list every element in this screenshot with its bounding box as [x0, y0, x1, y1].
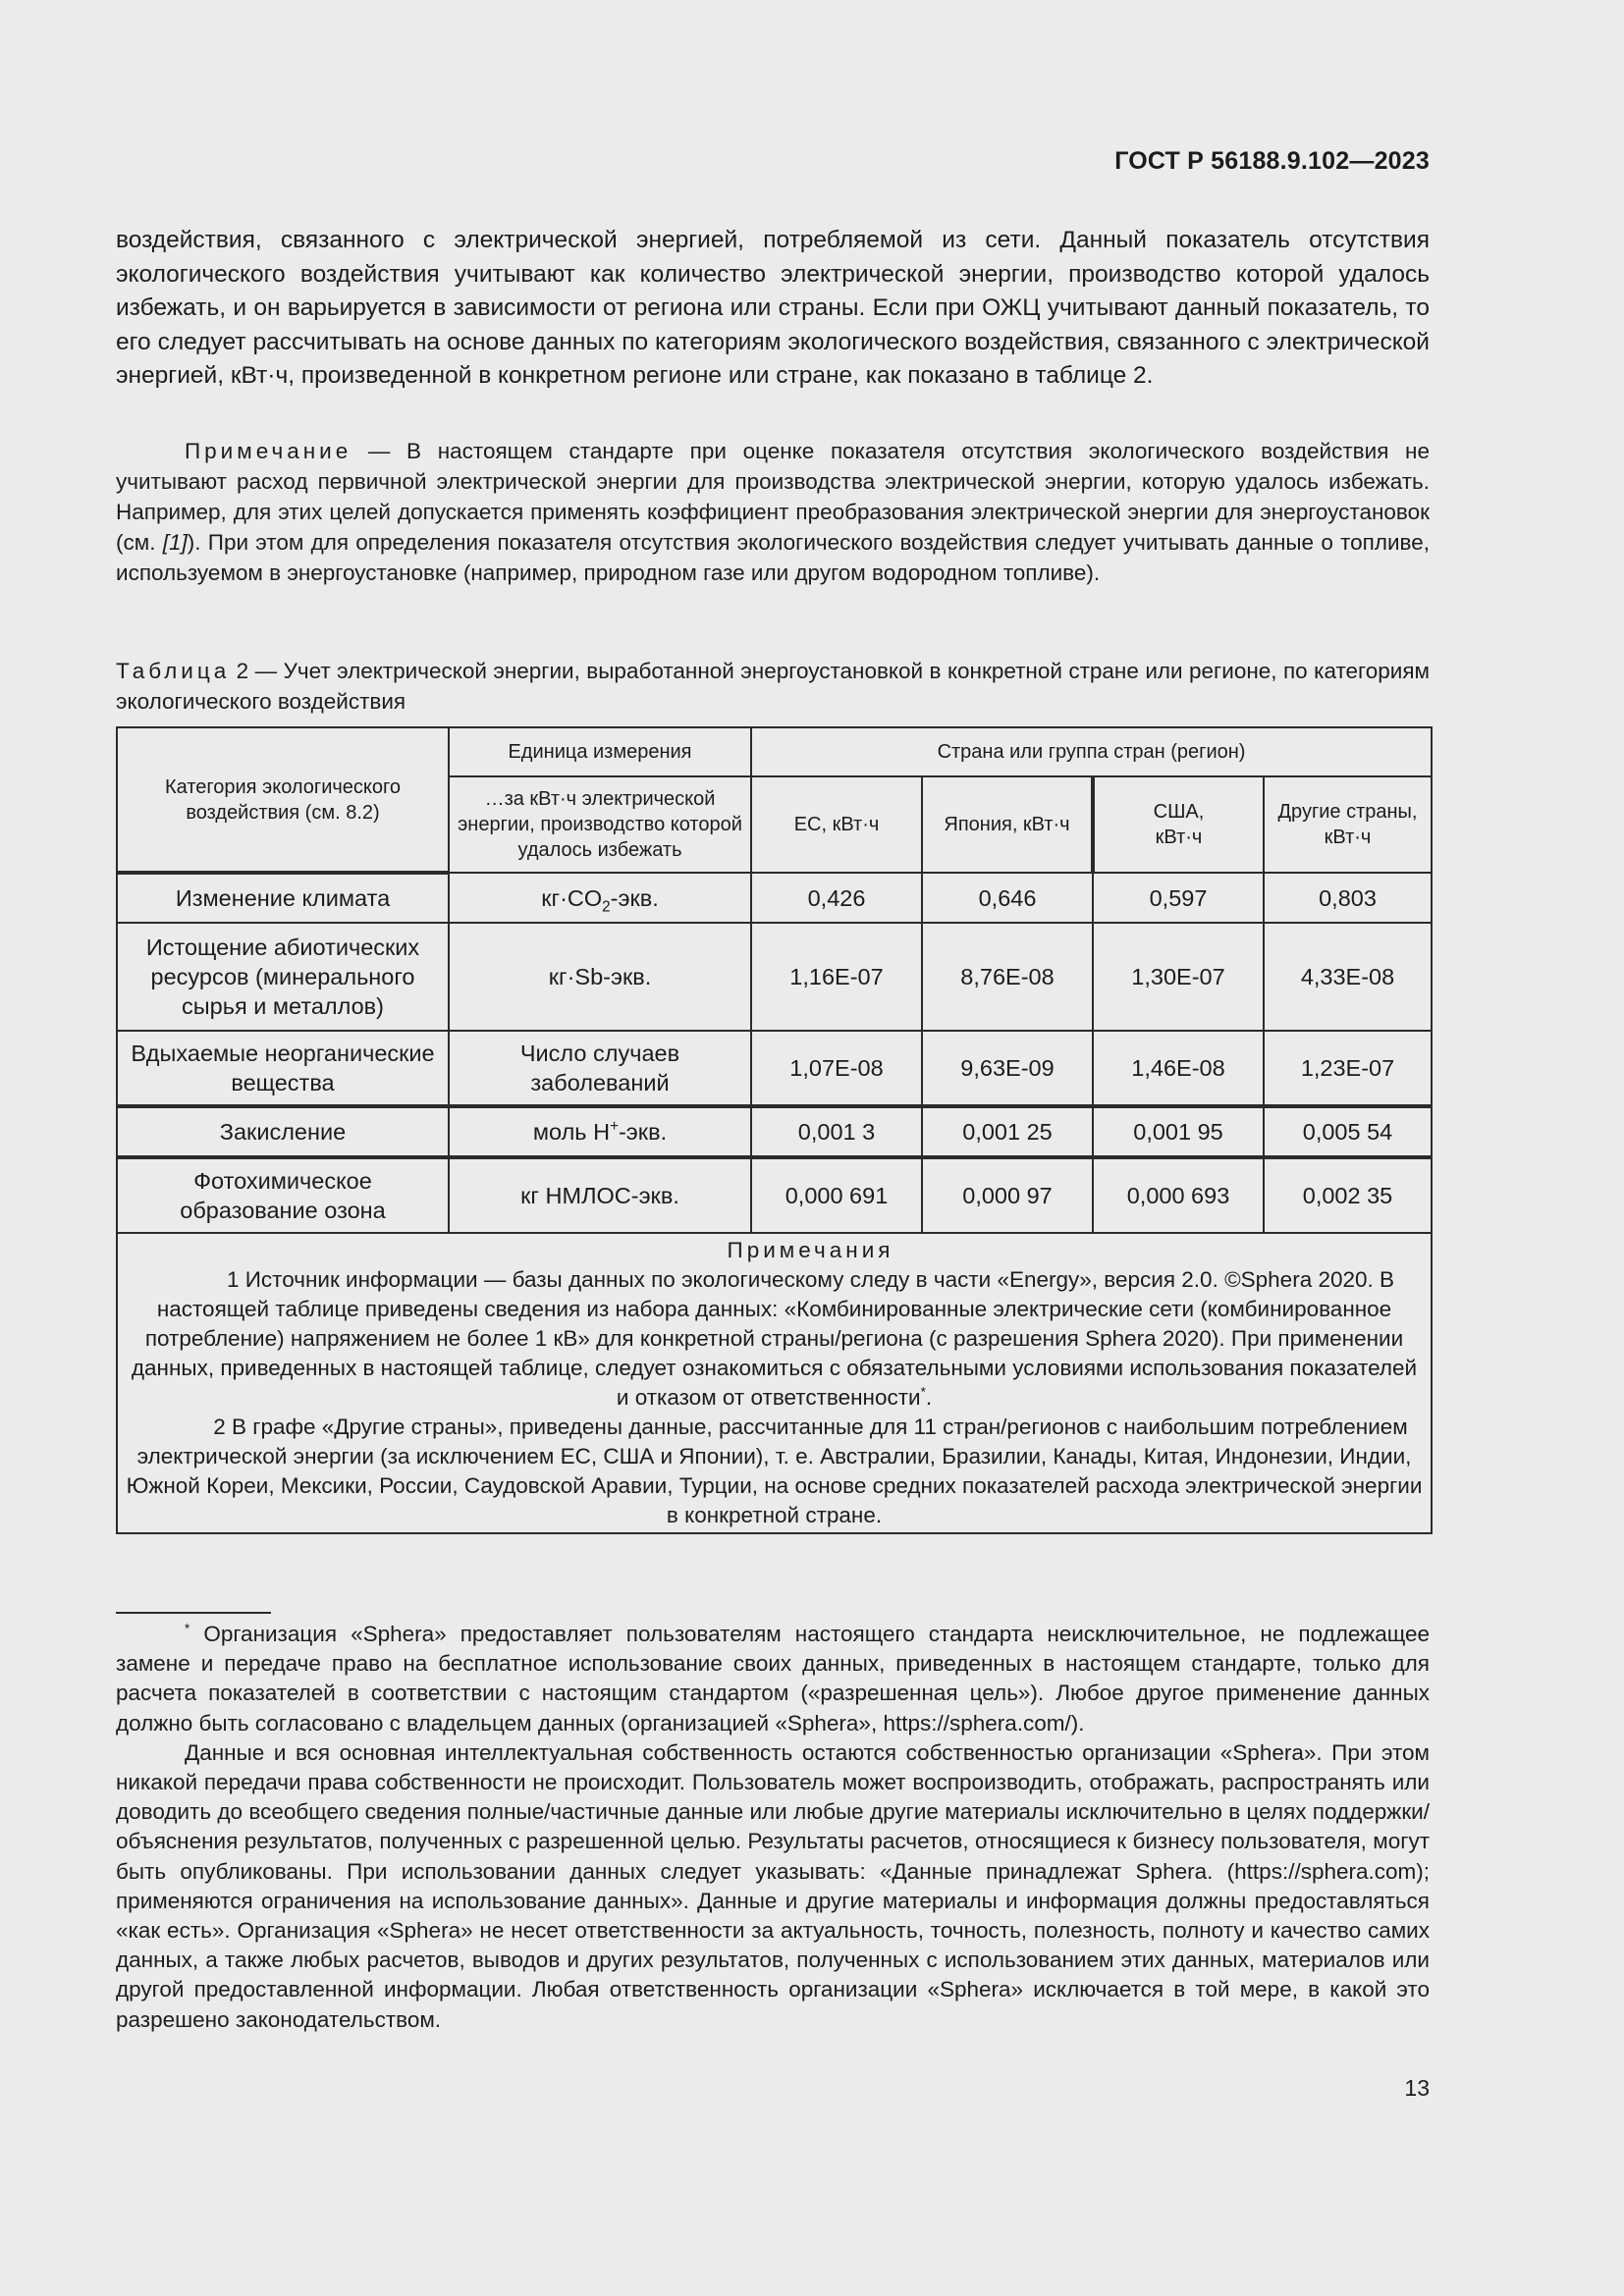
document-code: ГОСТ Р 56188.9.102—2023: [1114, 147, 1430, 175]
note-text-1: В настоящем стандарте при оценке показателя отсутствия экологического воздействия не учитывают расход первичной электрической энергии для производства электрической энергии, которую удалось избежать. Например, для этих целей допускается применять коэффициент преобразования электрической энергии для энергоустановок (см.: [116, 439, 1430, 555]
row-other: 0,002 35: [1264, 1157, 1432, 1233]
header-category: Категория экологического воздействия (см. 8.2): [117, 727, 449, 873]
table-caption-text: — Учет электрической энергии, выработанной энергоустановкой в конкретной стране или регионе, по категориям экологического воздействия: [116, 659, 1430, 714]
footnote-mark: *: [185, 1621, 190, 1636]
table-row: [117, 873, 1432, 923]
row-unit: Число случаев заболеваний: [449, 1031, 751, 1106]
note-text-2: ). При этом для определения показателя отсутствия экологического воздействия следует учитывать данные о топливе, используемом в энергоустановке (например, природном газе или другом водородном топливе).: [116, 530, 1431, 585]
header-other: Другие страны, кВт·ч: [1264, 776, 1432, 873]
header-usa-line2: кВт·ч: [1155, 827, 1203, 848]
intro-paragraph: воздействия, связанного с электрической энергией, потребляемой из сети. Данный показатель отсутствия экологического воздействия учитывают как количество электрической энергии, производство которой удалось избежать, и он варьируется в зависимости от региона или страны. Если при ОЖЦ учитывают данный показатель, то его следует рассчитывать на основе данных по категориям экологического воздействия, связанного с электрической энергией, кВт·ч, произведенной в конкретном регионе или стране, как показано в таблице 2.: [116, 227, 1430, 389]
header-eu: ЕС, кВт·ч: [751, 776, 922, 873]
row-unit: кг НМЛОС-экв.: [449, 1157, 751, 1233]
note-label: Примечание: [185, 439, 352, 463]
row-category: Изменение климата: [117, 873, 449, 923]
unit-superscript: +: [610, 1118, 619, 1136]
table-notes-row: [117, 1233, 1432, 1533]
table-note-2: 2 В графе «Другие страны», приведены данные, рассчитанные для 11 стран/регионов с наибольшим потреблением электрической энергии (за исключением ЕС, США и Японии), т. е. Австралии, Бразилии, Канады, Китая, Индонезии, Индии, Южной Кореи, Мексики, России, Саудовской Аравии, Турции, на основе средних показателей расхода электрической энергии в конкретной стране.: [126, 1415, 1423, 1527]
row-other: 4,33E-08: [1264, 923, 1432, 1031]
footnote-paragraph-2: Данные и вся основная интеллектуальная собственность остаются собственностью организации «Sphera». При этом никакой передачи права собственности не происходит. Пользователь может воспроизводить, отображать, распространять или доводить до всеобщего сведения полные/частичные данные или любые другие материалы исключительно в целях поддержки/объяснения результатов, полученных с разрешенной целью. Результаты расчетов, относящиеся к бизнесу пользователя, могут быть опубликованы. При использовании данных следует указывать: «Данные принадлежат Sphera. (https://sphera.com); применяются ограничения на использование данных». Данные и другие материалы и информация должны предоставляться «как есть». Организация «Sphera» не несет ответственности за актуальность, точность, полезность, полноту и качество самих данных, а также любых расчетов, выводов и других результатов, полученных с использованием этих данных, материалов или другой предоставленной информации. Любая ответственность организации «Sphera» исключается в той мере, в какой это разрешено законодательством.: [116, 1739, 1430, 2032]
unit-prefix: моль H: [532, 1119, 611, 1145]
row-unit: кг·Sb-экв.: [449, 923, 751, 1031]
row-japan: 9,63E-09: [922, 1031, 1093, 1106]
note-paragraph: [116, 436, 1430, 588]
row-other: 0,803: [1264, 873, 1432, 923]
page-number: 13: [1404, 2075, 1430, 2101]
table-row: [117, 1031, 1432, 1106]
row-other: 1,23E-07: [1264, 1031, 1432, 1106]
row-category: Вдыхаемые неорганические вещества: [117, 1031, 449, 1106]
row-eu: 0,000 691: [751, 1157, 922, 1233]
unit-prefix: кг·CO: [541, 884, 603, 911]
row-category: Истощение абиотических ресурсов (минерального сырья и металлов): [117, 923, 449, 1031]
row-eu: 0,001 3: [751, 1106, 922, 1157]
footnote-text-1: Организация «Sphera» предоставляет пользователям настоящего стандарта неисключительное, не подлежащее замене и передаче право на бесплатное использование своих данных, приведенных в настоящем стандарте, только для расчета показателей в соответствии с настоящим стандартом («разрешенная цель»). Любое другое применение данных должно быть согласовано с владельцем данных (организацией «Sphera», https://sphera.com/).: [116, 1622, 1430, 1735]
notes-title: Примечания: [727, 1238, 894, 1262]
row-japan: 0,001 25: [922, 1106, 1093, 1157]
row-eu: 0,426: [751, 873, 922, 923]
row-usa: 0,597: [1093, 873, 1264, 923]
table-note-1-end: .: [925, 1385, 933, 1410]
row-eu: 1,07E-08: [751, 1031, 922, 1106]
header-region-group: Страна или группа стран (регион): [751, 727, 1432, 776]
note-dash: —: [352, 439, 407, 463]
table-note-1: [124, 1265, 1425, 1413]
row-usa: 0,001 95: [1093, 1106, 1264, 1157]
row-japan: 0,646: [922, 873, 1093, 923]
header-unit: Единица измерения: [449, 727, 751, 776]
table-row: [117, 923, 1432, 1031]
table-note-1-text: 1 Источник информации — базы данных по экологическому следу в части «Energy», версия 2.0. ©Sphera 2020. В настоящей таблице приведены сведения из набора данных: «Комбинированные электрические сети (комбинированное потребление) напряжением не более 1 кВ» для конкретной страны/региона (с разрешения Sphera 2020). При применении данных, приведенных в настоящей таблице, следует ознакомиться с обязательными условиями использования показателей и отказом от ответственности: [131, 1267, 1418, 1410]
row-usa: 1,46E-08: [1093, 1031, 1264, 1106]
table-caption-number: 2: [230, 659, 249, 683]
row-unit: [449, 1106, 751, 1157]
row-other: 0,005 54: [1264, 1106, 1432, 1157]
header-unit-sub: …за кВт·ч электрической энергии, производство которой удалось избежать: [449, 776, 751, 873]
impact-table: [116, 726, 1433, 1534]
row-category: Закисление: [117, 1106, 449, 1157]
table-caption-label: Таблица: [116, 659, 231, 683]
row-eu: 1,16E-07: [751, 923, 922, 1031]
header-usa: [1093, 776, 1264, 873]
note-reference: [1]: [162, 530, 188, 555]
unit-suffix: -экв.: [618, 1119, 668, 1145]
footnote-mark: *: [920, 1384, 926, 1400]
row-japan: 8,76E-08: [922, 923, 1093, 1031]
footnote-paragraph-1: [116, 1620, 1430, 1738]
row-unit: [449, 873, 751, 923]
header-japan: Япония, кВт·ч: [922, 776, 1093, 873]
footnote-divider: [116, 1612, 271, 1614]
table-row: [117, 1106, 1432, 1157]
row-usa: 1,30E-07: [1093, 923, 1264, 1031]
footnotes: [116, 1620, 1430, 2035]
table-notes: [117, 1233, 1432, 1533]
row-japan: 0,000 97: [922, 1157, 1093, 1233]
unit-suffix: -экв.: [610, 884, 659, 911]
table-row: [117, 1157, 1432, 1233]
row-category: Фотохимическое образование озона: [117, 1157, 449, 1233]
row-usa: 0,000 693: [1093, 1157, 1264, 1233]
table-caption: [116, 656, 1430, 717]
unit-subscript: 2: [602, 898, 611, 916]
header-usa-line1: США,: [1153, 801, 1205, 823]
